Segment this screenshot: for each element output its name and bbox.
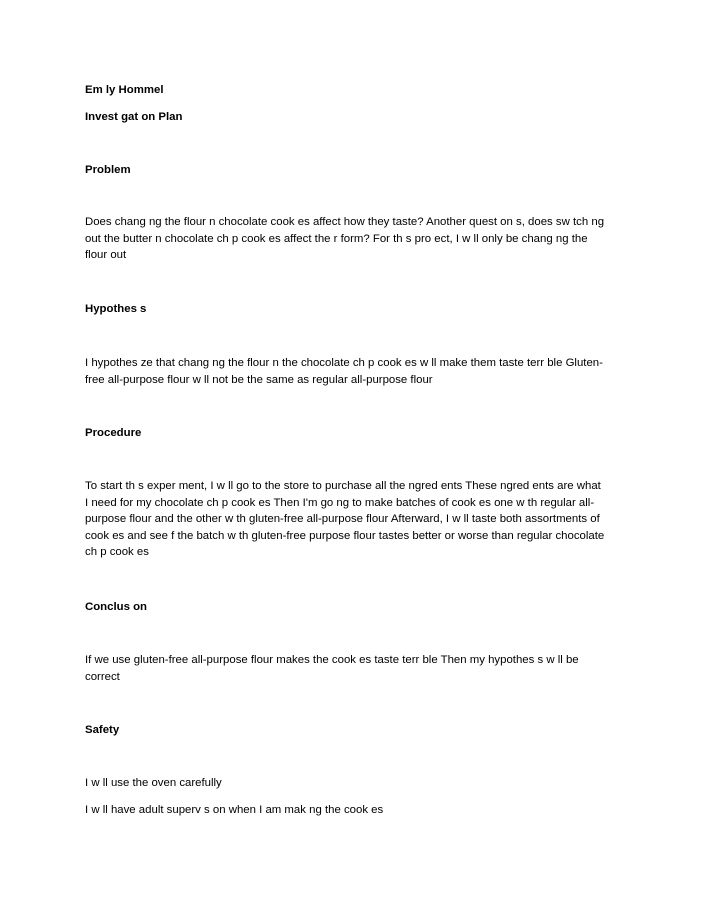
conclusion-heading: Conclus on: [85, 601, 148, 613]
conclusion-line: If we use gluten-free all-purpose flour makes the cook es taste terr ble Then my hypothes s w ll be: [85, 654, 579, 666]
safety-heading: Safety: [85, 724, 120, 736]
safety-item: I w ll have adult superv s on when I am mak ng the cook es: [85, 804, 384, 816]
hypothesis-paragraph: [85, 355, 645, 388]
procedure-line: I need for my chocolate ch p cook es Then I'm go ng to make batches of cook es one w th regular all-: [85, 496, 595, 509]
author-name: Em ly Hommel: [85, 84, 164, 96]
procedure-heading: Procedure: [85, 427, 142, 439]
hypothesis-line: I hypothes ze that chang ng the flour n the chocolate ch p cook es w ll make them taste terr ble Gluten-: [85, 357, 603, 369]
hypothesis-heading: Hypothes s: [85, 303, 147, 315]
procedure-line: cook es and see f the batch w th gluten-free purpose flour tastes better or worse than regular chocolate: [85, 529, 605, 542]
procedure-line: ch p cook es: [85, 546, 149, 559]
problem-line: Does chang ng the flour n chocolate cook es affect how they taste? Another quest on s, does sw tch ng: [85, 216, 605, 228]
problem-heading: Problem: [85, 164, 131, 176]
procedure-line: purpose flour and the other w th gluten-free all-purpose flour Afterward, I w ll taste both assortments of: [85, 513, 600, 526]
problem-line: flour out: [85, 249, 127, 262]
document-title: Invest gat on Plan: [85, 111, 183, 123]
hypothesis-line: free all-purpose flour w ll not be the same as regular all-purpose flour: [85, 373, 433, 386]
problem-paragraph: [85, 214, 645, 264]
safety-item: I w ll use the oven carefully: [85, 777, 222, 789]
procedure-paragraph: [85, 478, 645, 561]
problem-line: out the butter n chocolate ch p cook es affect the r form? For th s pro ect, I w ll only be chang ng the: [85, 232, 588, 245]
conclusion-line: correct: [85, 670, 120, 683]
conclusion-paragraph: [85, 652, 645, 685]
procedure-line: To start th s exper ment, I w ll go to the store to purchase all the ngred ents These ngred ents are what: [85, 480, 601, 492]
